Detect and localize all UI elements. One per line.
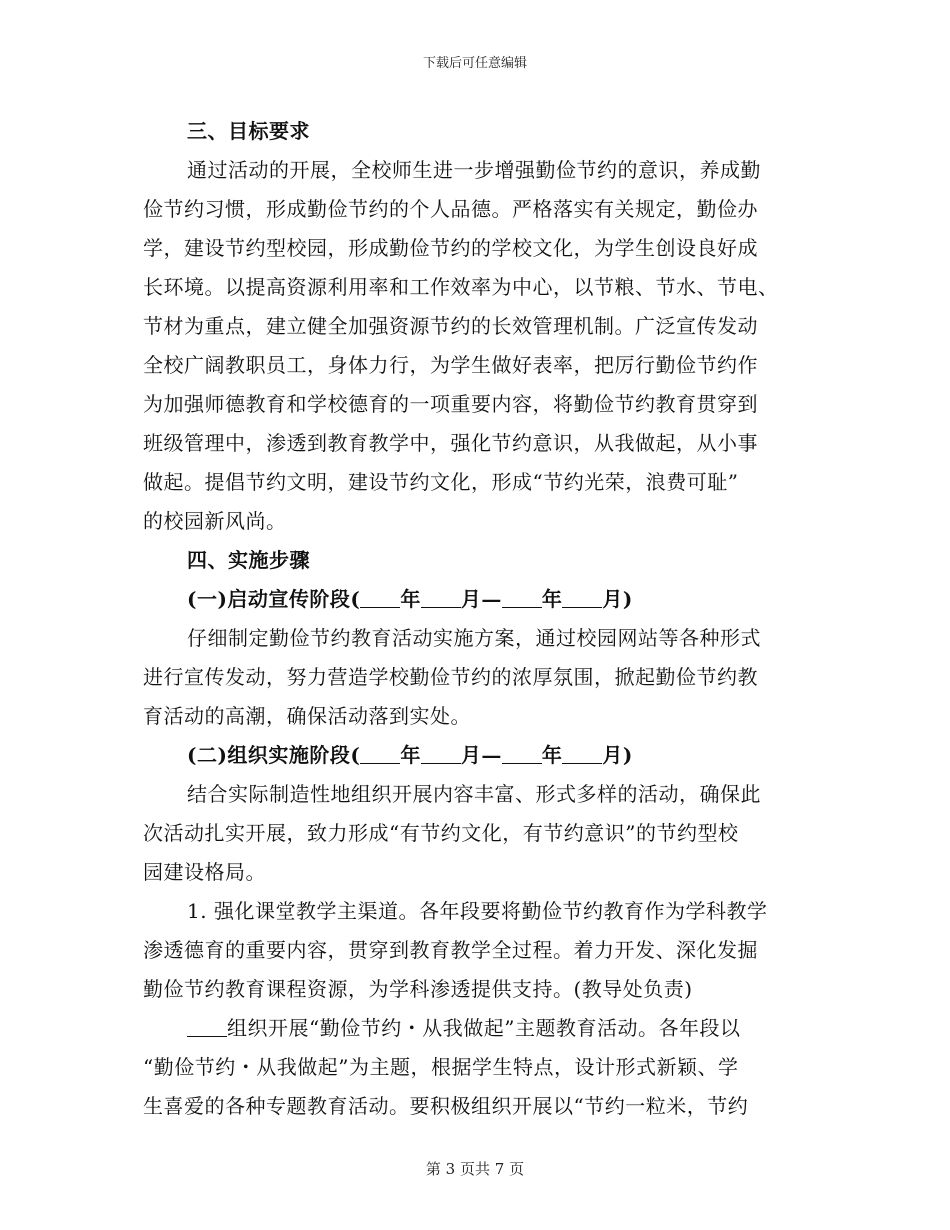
blank-field <box>502 739 542 764</box>
dash: — <box>481 587 502 611</box>
paragraph-line: 通过活动的开展，全校师生进一步增强勤俭节约的意识，养成勤 <box>187 158 761 182</box>
blank-field <box>562 739 602 764</box>
item2-first-line: 组织开展“勤俭节约・从我做起”主题教育活动。各年段以 <box>227 1016 741 1040</box>
paragraph-line: 俭节约习惯，形成勤俭节约的个人品德。严格落实有关规定，勤俭办 <box>143 197 758 221</box>
close-paren: ) <box>622 743 633 767</box>
paragraph-line: 做起。提倡节约文明，建设节约文化，形成“节约光荣，浪费可耻” <box>143 470 739 494</box>
section-heading-goals: 三、目标要求 <box>187 119 310 143</box>
paragraph-line: 的校园新风尚。 <box>143 509 287 533</box>
dash: — <box>481 743 502 767</box>
paragraph-line: 渗透德育的重要内容，贯穿到教育教学全过程。着力开发、深化发掘 <box>143 938 758 962</box>
phase2-heading <box>143 736 808 775</box>
page-footer: 第 3 页共 7 页 <box>425 1160 525 1178</box>
blank-field <box>421 583 461 608</box>
section-heading-steps: 四、实施步骤 <box>187 548 310 572</box>
close-paren: ) <box>622 587 633 611</box>
paragraph-line: 仔细制定勤俭节约教育活动实施方案，通过校园网站等各种形式 <box>187 626 761 650</box>
paragraph-line: “勤俭节约・从我做起”为主题，根据学生特点，设计形式新颖、学 <box>143 1055 739 1079</box>
paragraph-line: 勤俭节约教育课程资源，为学科渗透提供支持。(教导处负责) <box>143 977 693 1001</box>
blank-field <box>360 583 400 608</box>
month-label: 月 <box>460 587 482 611</box>
phase2-prefix: (二)组织实施阶段( <box>187 743 361 767</box>
phase1-prefix: (一)启动宣传阶段( <box>187 587 361 611</box>
paragraph-line: 长环境。以提高资源利用率和工作效率为中心，以节粮、节水、节电、 <box>143 275 779 299</box>
paragraph-line: 班级管理中，渗透到教育教学中，强化节约意识，从我做起，从小事 <box>143 431 758 455</box>
paragraph-line: 全校广阔教职员工，身体力行，为学生做好表率，把厉行勤俭节约作 <box>143 353 758 377</box>
month-label: 月 <box>602 587 623 611</box>
blank-field <box>187 1012 227 1037</box>
paragraph-line: 园建设格局。 <box>143 860 266 884</box>
blank-field <box>502 583 542 608</box>
year-label: 年 <box>541 743 563 767</box>
paragraph-line: 节材为重点，建立健全加强资源节约的长效管理机制。广泛宣传发动 <box>143 314 758 338</box>
item2-line <box>143 1009 808 1048</box>
document-body <box>143 112 808 1126</box>
page-header: 下载后可任意编辑 <box>422 56 527 71</box>
month-label: 月 <box>460 743 482 767</box>
blank-field <box>421 739 461 764</box>
blank-field <box>360 739 400 764</box>
paragraph-line: 次活动扎实开展，致力形成“有节约文化，有节约意识”的节约型校 <box>143 821 739 845</box>
paragraph-line: 结合实际制造性地组织开展内容丰富、形式多样的活动，确保此 <box>187 782 761 806</box>
month-label: 月 <box>602 743 623 767</box>
paragraph-line: 为加强师德教育和学校德育的一项重要内容，将勤俭节约教育贯穿到 <box>143 392 758 416</box>
year-label: 年 <box>400 587 421 611</box>
year-label: 年 <box>400 743 421 767</box>
paragraph-line: 育活动的高潮，确保活动落到实处。 <box>143 704 471 728</box>
paragraph-line: 进行宣传发动，努力营造学校勤俭节约的浓厚氛围，掀起勤俭节约教 <box>143 665 758 689</box>
paragraph-line: 学，建设节约型校园，形成勤俭节约的学校文化，为学生创设良好成 <box>143 236 758 260</box>
item1-line: 1. 强化课堂教学主渠道。各年段要将勤俭节约教育作为学科教学 <box>187 899 768 923</box>
year-label: 年 <box>541 587 563 611</box>
blank-field <box>562 583 602 608</box>
paragraph-line: 生喜爱的各种专题教育活动。要积极组织开展以“节约一粒米，节约 <box>143 1094 749 1118</box>
phase1-heading <box>143 580 808 619</box>
